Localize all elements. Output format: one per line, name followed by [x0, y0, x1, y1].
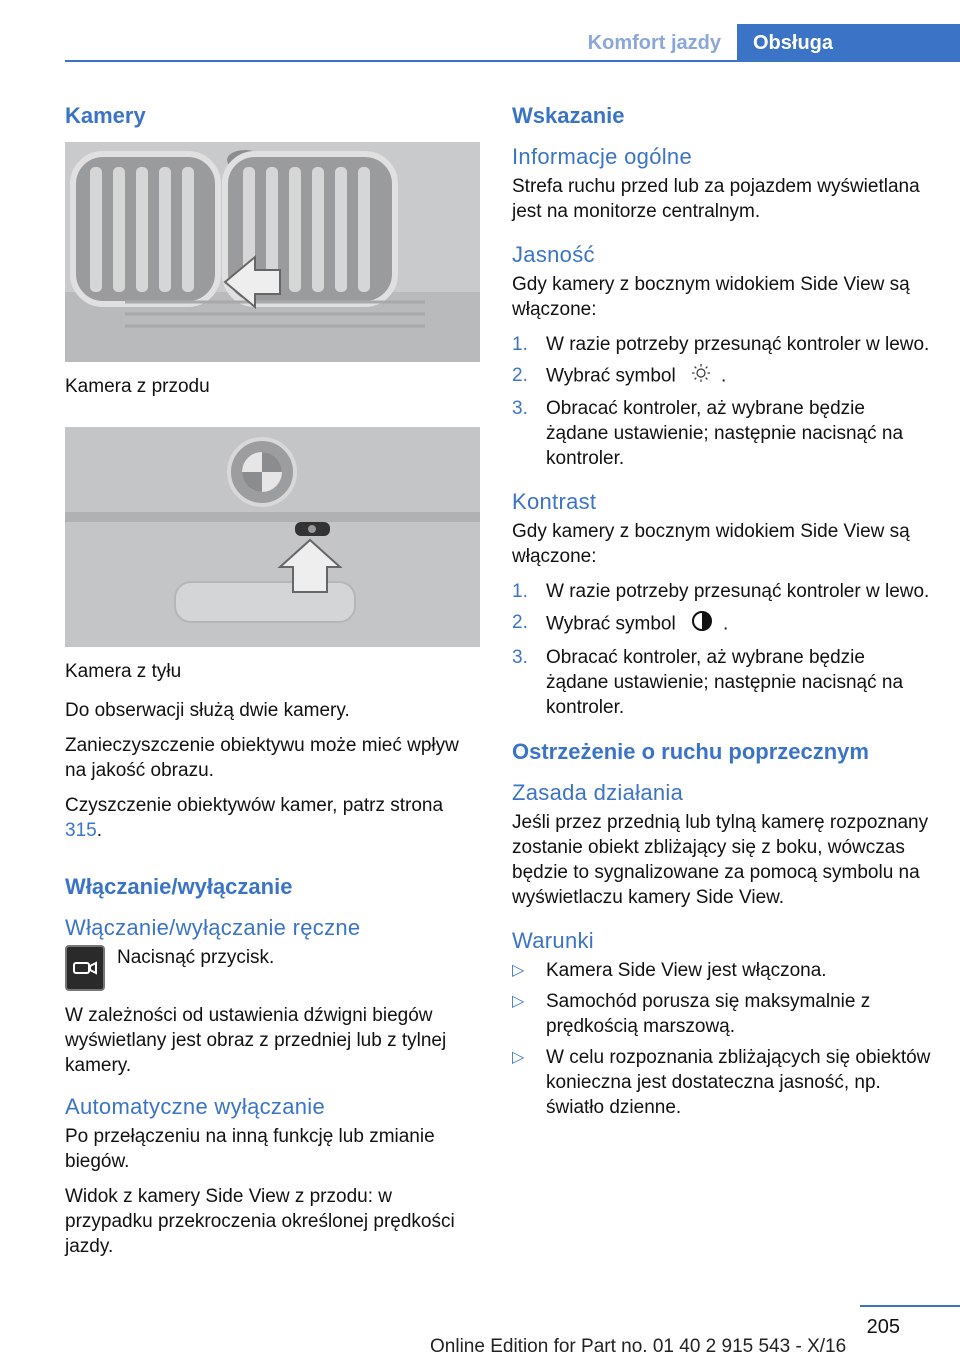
paragraph-two-cameras: Do obserwacji służą dwie kamery.	[65, 700, 350, 721]
footer-rule	[860, 1305, 960, 1307]
page-number: 205	[866, 1316, 900, 1338]
step-number: 3.	[512, 647, 528, 668]
condition-text: W celu rozpoznania zbliżających się obiektów konieczna jest dostateczna jasność, np. światło dzienne.	[546, 1047, 931, 1118]
press-button-text: Nacisnąć przycisk.	[117, 947, 275, 968]
heading-display: Wskazanie	[512, 103, 625, 128]
step-after: .	[722, 613, 729, 635]
step-number: 2.	[512, 365, 528, 386]
paragraph-contrast: Gdy kamery z bocznym widokiem Side View są włączone:	[512, 521, 910, 567]
step-number: 3.	[512, 398, 528, 419]
list-item	[512, 363, 932, 390]
subheading-contrast: Kontrast	[512, 489, 597, 514]
step-number: 1.	[512, 334, 528, 355]
step-after: .	[720, 365, 727, 387]
edition-footer: Online Edition for Part no. 01 40 2 915 543 - X/16	[430, 1336, 847, 1357]
brightness-icon	[691, 363, 711, 390]
left-column	[65, 100, 480, 1269]
paragraph-auto-off-1: Po przełączeniu na inną funkcję lub zmianie biegów.	[65, 1126, 435, 1172]
rear-camera-photo	[65, 427, 480, 647]
step-text: Wybrać symbol	[546, 365, 676, 387]
list-item	[512, 610, 932, 639]
caption-rear-camera: Kamera z tyłu	[65, 661, 182, 682]
conditions-list	[512, 958, 932, 1120]
paragraph-lens-dirt: Zanieczyszczenie obiektywu może mieć wpływ na jakość obrazu.	[65, 735, 459, 781]
heading-cameras: Kamery	[65, 103, 146, 128]
step-text: Wybrać symbol	[546, 613, 676, 635]
contrast-steps	[512, 579, 932, 720]
list-item	[512, 1045, 932, 1120]
step-text: Obracać kontroler, aż wybrane będzie żądane ustawienie; następnie nacisnąć na kontroler.	[546, 398, 904, 469]
header-section-tab[interactable]: Komfort jazdy	[587, 32, 721, 54]
paragraph-brightness: Gdy kamery z bocznym widokiem Side View są włączone:	[512, 274, 910, 320]
subheading-manual: Włączanie/wyłączanie ręczne	[65, 915, 361, 940]
camera-button-icon	[65, 945, 105, 991]
subheading-brightness: Jasność	[512, 242, 595, 267]
step-text: W razie potrzeby przesunąć kontroler w lewo.	[546, 334, 930, 355]
caption-front-camera: Kamera z przodu	[65, 376, 210, 397]
subheading-general: Informacje ogólne	[512, 144, 692, 169]
triangle-bullet-icon: ▷	[512, 993, 525, 1010]
triangle-bullet-icon: ▷	[512, 1049, 525, 1066]
paragraph-cleaning	[65, 793, 480, 843]
subheading-conditions: Warunki	[512, 928, 594, 953]
page-link-315[interactable]: 315	[65, 820, 97, 841]
list-item	[512, 958, 932, 983]
camera-button-row	[65, 945, 480, 991]
cleaning-suffix: .	[96, 820, 102, 841]
brightness-steps	[512, 332, 932, 471]
step-number: 1.	[512, 581, 528, 602]
paragraph-auto-off-2: Widok z kamery Side View z przodu: w przypadku przekroczenia określonej prędkości jazdy.	[65, 1186, 455, 1257]
paragraph-general: Strefa ruchu przed lub za pojazdem wyświetlana jest na monitorze centralnym.	[512, 176, 920, 222]
heading-on-off: Włączanie/wyłączanie	[65, 874, 293, 899]
subheading-principle: Zasada działania	[512, 780, 684, 805]
triangle-bullet-icon: ▷	[512, 962, 525, 979]
heading-cross-traffic: Ostrzeżenie o ruchu poprzecznym	[512, 739, 869, 764]
header-rule	[65, 60, 960, 62]
paragraph-gear-lever: W zależności od ustawienia dźwigni biegów wyświetlany jest obraz z przedniej lub z tylnej kamery.	[65, 1005, 447, 1076]
front-camera-photo	[65, 142, 480, 362]
list-item	[512, 332, 932, 357]
header-active-tab[interactable]: Obsługa	[737, 24, 960, 62]
cleaning-text: Czyszczenie obiektywów kamer, patrz strona	[65, 795, 444, 816]
list-item	[512, 989, 932, 1039]
condition-text: Kamera Side View jest włączona.	[546, 960, 827, 981]
right-column	[512, 100, 932, 1136]
condition-text: Samochód porusza się maksymalnie z prędkością marszową.	[546, 991, 871, 1037]
list-item	[512, 396, 932, 471]
subheading-auto-off: Automatyczne wyłączanie	[65, 1094, 326, 1119]
paragraph-principle: Jeśli przez przednią lub tylną kamerę rozpoznany zostanie obiekt zbliżający się z boku, wówczas będzie to sygnalizowane za pomocą symbolu na wyświetlaczu kamery Side View.	[512, 812, 929, 908]
step-text: W razie potrzeby przesunąć kontroler w lewo.	[546, 581, 930, 602]
list-item	[512, 645, 932, 720]
list-item	[512, 579, 932, 604]
contrast-icon	[691, 610, 713, 639]
step-text: Obracać kontroler, aż wybrane będzie żądane ustawienie; następnie nacisnąć na kontroler.	[546, 647, 904, 718]
step-number: 2.	[512, 612, 528, 633]
